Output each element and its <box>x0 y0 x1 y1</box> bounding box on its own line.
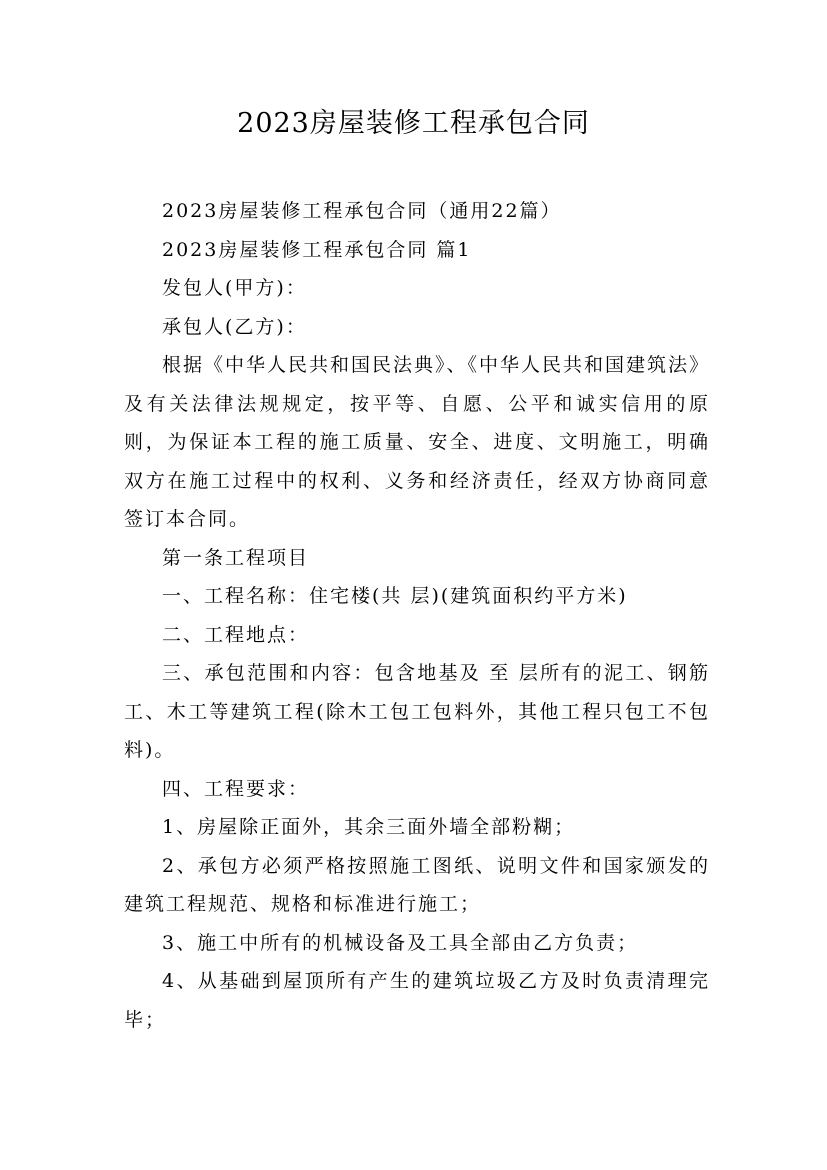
paragraph-project-location: 二、工程地点： <box>162 623 310 646</box>
paragraph-scope: 三、承包范围和内容：包含地基及 至 层所有的泥工、钢筋工、木工等建筑工程(除木工包工包料外，其他工程只包工不包料)。 <box>124 662 710 761</box>
document-title: 2023房屋装修工程承包合同 <box>237 108 590 139</box>
paragraph-section-1-heading: 第一条工程项目 <box>162 546 310 569</box>
paragraph-requirement-1: 1、房屋除正面外，其余三面外墙全部粉糊； <box>162 816 576 838</box>
paragraph-project-name: 一、工程名称：住宅楼(共 层)(建筑面积约平方米) <box>162 585 628 607</box>
paragraph-article-heading: 2023房屋装修工程承包合同 篇1 <box>162 238 472 261</box>
paragraph-collection-title: 2023房屋装修工程承包合同（通用22篇） <box>162 200 562 222</box>
paragraph-requirement-2: 2、承包方必须严格按照施工图纸、说明文件和国家颁发的建筑工程规范、规格和标准进行施工； <box>124 854 710 915</box>
paragraph-preamble: 根据《中华人民共和国民法典》、《中华人民共和国建筑法》及有关法律法规规定，按平等、自愿、公平和诚实信用的原则，为保证本工程的施工质量、安全、进度、文明施工，明确双方在施工过程中的权利、义务和经济责任，经双方协商同意签订本合同。 <box>124 354 711 530</box>
paragraph-requirement-3: 3、施工中所有的机械设备及工具全部由乙方负责； <box>162 931 639 954</box>
document-body <box>124 192 710 1039</box>
paragraph-requirement-4: 4、从基础到屋顶所有产生的建筑垃圾乙方及时负责清理完毕； <box>124 970 710 1031</box>
paragraph-requirements-heading: 四、工程要求： <box>162 777 310 800</box>
paragraph-party-a: 发包人(甲方)： <box>162 277 307 299</box>
paragraph-party-b: 承包人(乙方)： <box>162 315 307 338</box>
